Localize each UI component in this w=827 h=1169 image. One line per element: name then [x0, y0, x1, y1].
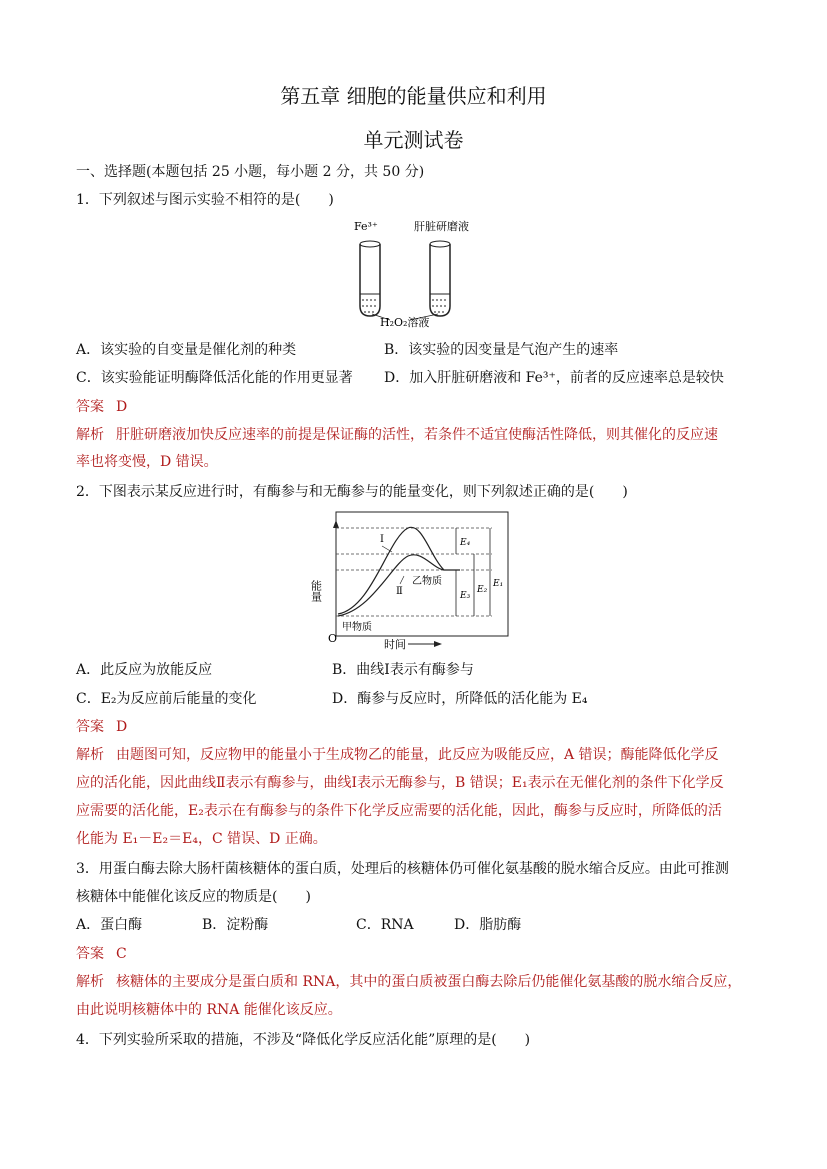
q2-analysis-line2: 应的活化能，因此曲线Ⅱ表示有酶参与，曲线Ⅰ表示无酶参与，B 错误；E₁表示在无催化剂的条件下化学反 [76, 775, 724, 791]
answer-value: D [116, 399, 128, 415]
e3-label: E₃ [460, 591, 471, 601]
q2-option-a: A．此反应为放能反应 [76, 662, 213, 678]
test-tube-left [360, 241, 380, 316]
answer-label: 答案 [76, 946, 104, 962]
q1-answer [76, 397, 767, 417]
q3-stem-line1: 3．用蛋白酶去除大肠杆菌核糖体的蛋白质，处理后的核糖体仍可催化氨基酸的脱水缩合反应。由此可推测 [76, 861, 729, 877]
q3-option-a: A．蛋白酶 [76, 917, 143, 933]
curve-1 [338, 527, 460, 614]
page-subtitle: 单元测试卷 [363, 128, 464, 152]
analysis-label: 解析 [76, 974, 104, 990]
answer-label: 答案 [76, 719, 104, 735]
q3-option-b: B．淀粉酶 [202, 917, 269, 933]
q3-stem-line2: 核糖体中能催化该反应的物质是( ) [76, 889, 311, 905]
answer-value: C [116, 946, 127, 962]
section-heading: 一、选择题(本题包括 25 小题，每小题 2 分，共 50 分) [76, 164, 425, 180]
q1-analysis-line1: 解析 肝脏研磨液加快反应速率的前提是保证酶的活性，若条件不适宜使酶活性降低，则其催化的反应速 [76, 427, 718, 443]
q1-fe-label: Fe³⁺ [354, 220, 378, 233]
q2-analysis-line3: 应需要的活化能，E₂表示在有酶参与的条件下化学反应需要的活化能，因此，酶参与反应时，所降低的活 [76, 803, 722, 819]
q2-analysis-line4: 化能为 E₁－E₂＝E₄，C 错误、D 正确。 [76, 831, 327, 847]
q4-stem: 4．下列实验所采取的措施，不涉及“降低化学反应活化能”原理的是( ) [76, 1032, 531, 1048]
q2-option-c: C．E₂为反应前后能量的变化 [76, 691, 257, 707]
q3-analysis-line2: 由此说明核糖体中的 RNA 能催化该反应。 [76, 1002, 342, 1018]
q2-stem: 2．下图表示某反应进行时，有酶参与和无酶参与的能量变化，则下列叙述正确的是( ) [76, 484, 628, 500]
curve-1-label: Ⅰ [380, 534, 384, 545]
q1-figure [350, 216, 490, 328]
q3-answer [76, 944, 767, 964]
x-axis-label: 时间 [384, 638, 406, 651]
analysis-label: 解析 [76, 427, 104, 443]
q2-option-b: B．曲线Ⅰ表示有酶参与 [332, 662, 474, 678]
q1-option-a: A．该实验的自变量是催化剂的种类 [76, 342, 297, 358]
q3-option-c: C．RNA [356, 917, 414, 933]
answer-value: D [116, 719, 128, 735]
q2-answer [76, 717, 767, 737]
product-label: 乙物质 [412, 576, 442, 587]
q2-energy-diagram [309, 508, 512, 652]
q1-option-c: C．该实验能证明酶降低活化能的作用更显著 [76, 370, 353, 386]
q1-option-d: D．加入肝脏研磨液和 Fe³⁺，前者的反应速率总是较快 [384, 370, 724, 386]
page-title: 第五章 细胞的能量供应和利用 [280, 84, 547, 108]
test-tube-right [430, 241, 450, 316]
q2-option-d: D．酶参与反应时，所降低的活化能为 E₄ [332, 691, 588, 707]
q1-option-b: B．该实验的因变量是气泡产生的速率 [384, 342, 619, 358]
q3-analysis-line1: 解析 核糖体的主要成分是蛋白质和 RNA，其中的蛋白质被蛋白酶去除后仍能催化氨基酸的脱水缩合反应， [76, 974, 742, 990]
e2-label: E₂ [477, 585, 488, 595]
y-axis-label: 能量 [309, 580, 323, 602]
e1-label: E₁ [493, 579, 504, 589]
reactant-label: 甲物质 [342, 622, 372, 633]
e4-label: E₄ [460, 538, 471, 548]
curve-2-label: Ⅱ [396, 586, 403, 597]
q1-stem: 1．下列叙述与图示实验不相符的是( ) [76, 192, 334, 208]
q1-analysis-line2: 率也将变慢，D 错误。 [76, 454, 218, 470]
analysis-label: 解析 [76, 747, 104, 763]
origin-label: O [328, 632, 338, 645]
q2-analysis-line1: 解析 由题图可知，反应物甲的能量小于生成物乙的能量，此反应为吸能反应，A 错误；酶能降低化学反 [76, 747, 719, 763]
q1-liver-label: 肝脏研磨液 [414, 220, 469, 233]
answer-label: 答案 [76, 399, 104, 415]
q1-solution-label: H₂O₂溶液 [380, 316, 430, 329]
q3-option-d: D．脂肪酶 [454, 917, 522, 933]
